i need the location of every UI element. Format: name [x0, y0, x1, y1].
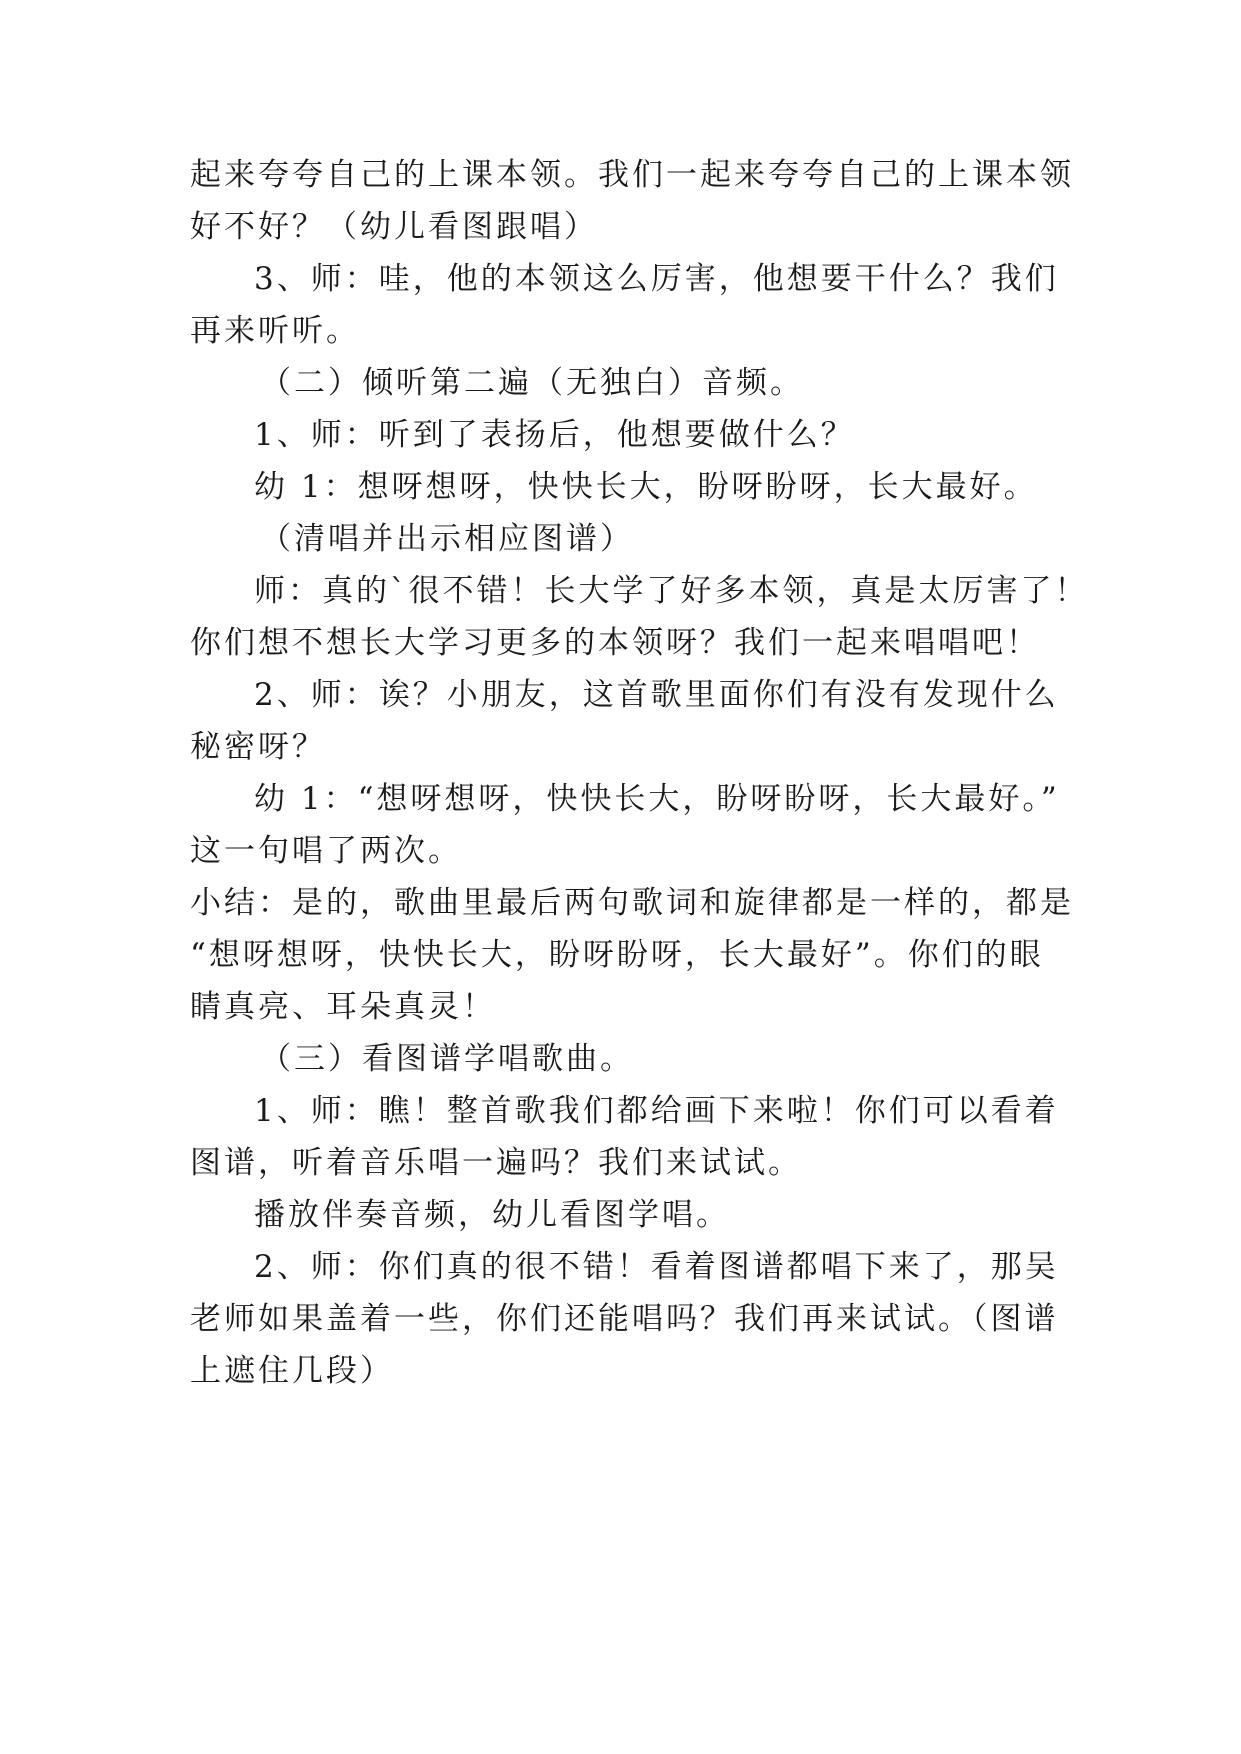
text-line: 2、师：你们真的很不错！看着图谱都唱下来了，那吴 — [254, 1249, 1059, 1285]
text-line: 秘密呀？ — [190, 729, 326, 765]
text-line: 你们想不想长大学习更多的本领呀？我们一起来唱唱吧！ — [190, 625, 1040, 661]
text-line: 再来听听。 — [190, 313, 360, 349]
text-line: 这一句唱了两次。 — [190, 833, 462, 869]
text-line: （清唱并出示相应图谱） — [260, 521, 634, 557]
text-line: 2、师：诶？小朋友，这首歌里面你们有没有发现什么 — [254, 677, 1059, 713]
text-line: 幼 1：“想呀想呀，快快长大，盼呀盼呀，长大最好。” — [254, 781, 1060, 817]
text-line: 睛真亮、耳朵真灵！ — [190, 989, 496, 1025]
text-line: 幼 1：想呀想呀，快快长大，盼呀盼呀，长大最好。 — [254, 469, 1038, 505]
text-line: 上遮住几段） — [190, 1353, 394, 1389]
text-line: 播放伴奏音频，幼儿看图学唱。 — [254, 1197, 730, 1233]
section-heading: （二）倾听第二遍（无独白）音频。 — [260, 365, 804, 401]
text-line: 好不好？（幼儿看图跟唱） — [190, 209, 598, 245]
text-line: 师：真的`很不错！长大学了好多本领，真是太厉害了！ — [254, 573, 1089, 609]
section-heading: （三）看图谱学唱歌曲。 — [260, 1041, 634, 1077]
text-line: 小结：是的，歌曲里最后两句歌词和旋律都是一样的，都是 — [190, 885, 1074, 921]
text-line: 起来夸夸自己的上课本领。我们一起来夸夸自己的上课本领 — [190, 157, 1074, 193]
text-line: 3、师：哇，他的本领这么厉害，他想要干什么？我们 — [254, 261, 1059, 297]
text-line: 1、师：听到了表扬后，他想要做什么？ — [254, 417, 855, 453]
text-line: “想呀想呀，快快长大，盼呀盼呀，长大最好”。你们的眼 — [190, 937, 1044, 973]
text-line: 老师如果盖着一些，你们还能唱吗？我们再来试试。（图谱 — [190, 1301, 1059, 1337]
text-line: 1、师：瞧！整首歌我们都给画下来啦！你们可以看着 — [254, 1093, 1059, 1129]
text-line: 图谱，听着音乐唱一遍吗？我们来试试。 — [190, 1145, 802, 1181]
